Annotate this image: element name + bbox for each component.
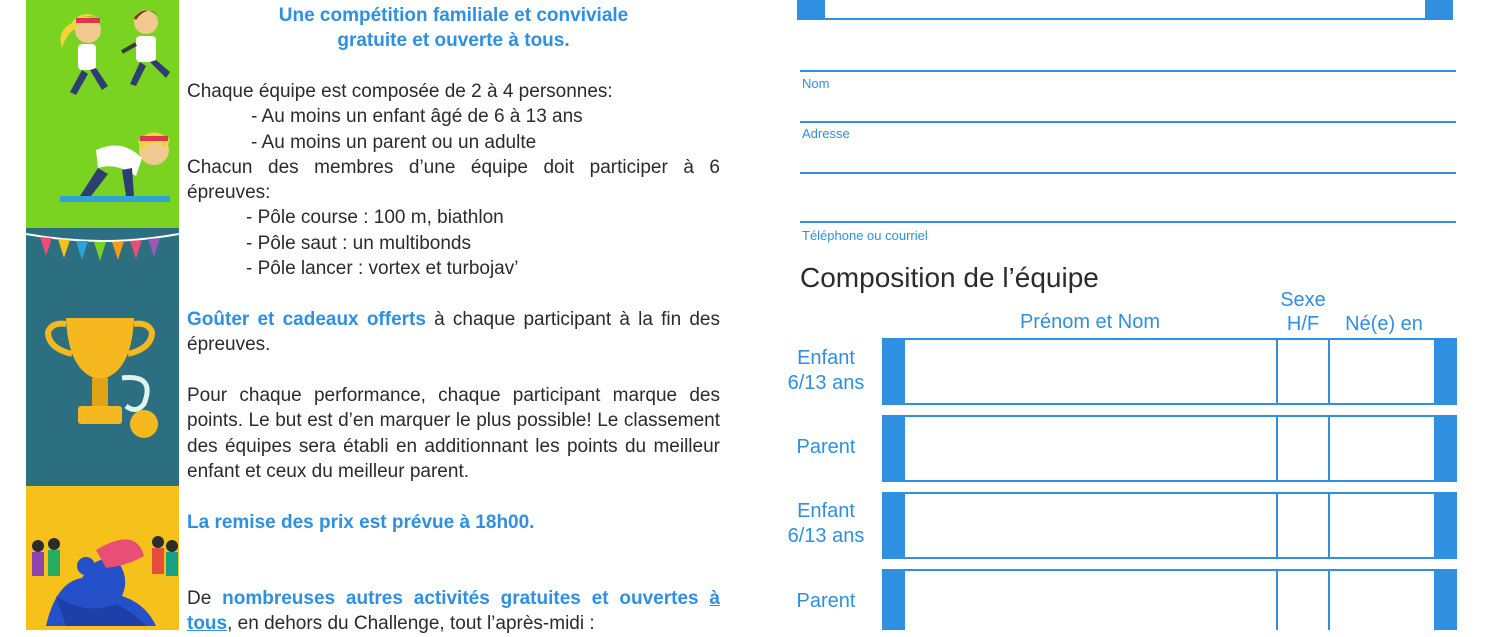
headline: [187, 3, 720, 54]
headline-line-2: gratuite et ouverte à tous.: [337, 30, 570, 52]
row-label-4-line-1: Parent: [796, 590, 856, 612]
dancers-illustration: [26, 486, 179, 630]
running-kids-illustration: [26, 0, 179, 228]
header-name: Prénom et Nom: [1019, 311, 1161, 333]
headline-line-1: Une compétition familiale et conviviale: [278, 5, 629, 26]
gifts-bold: Goûter et cadeaux offerts: [187, 309, 426, 330]
row-label-1: [780, 346, 872, 396]
header-sex-line-1: Sexe: [1280, 289, 1326, 311]
adresse-label: Adresse: [802, 126, 850, 141]
team-row-4[interactable]: [882, 569, 1457, 630]
green-illustration-panel: [26, 0, 179, 228]
row-label-3: [780, 499, 872, 549]
activities-bold-2: à tous: [187, 588, 720, 635]
team-row-1[interactable]: [882, 338, 1457, 405]
team-rules-block: [187, 79, 720, 281]
row-label-2: [780, 435, 872, 460]
gifts-rest: à chaque participant à la fin des épreuves.: [187, 309, 720, 356]
header-born: Né(e) en: [1345, 313, 1423, 335]
adresse-line[interactable]: [800, 121, 1456, 123]
team-rule-1: - Au moins un enfant âgé de 6 à 13 ans: [251, 106, 583, 128]
phone-label: Téléphone ou courriel: [802, 228, 928, 243]
row-label-3-line-1: Enfant: [797, 500, 855, 522]
yellow-illustration-panel: [26, 486, 179, 630]
activities-rest: , en dehors du Challenge, tout l’après-midi :: [227, 613, 595, 635]
event-3: - Pôle lancer : vortex et turbojav’: [246, 258, 519, 280]
team-rule-2: - Au moins un parent ou un adulte: [251, 131, 537, 153]
events-intro: Chacun des membres d’une équipe doit participer à 6 épreuves:: [187, 156, 720, 204]
event-1: - Pôle course : 100 m, biathlon: [246, 207, 504, 229]
nom-line[interactable]: [800, 70, 1456, 72]
event-2: - Pôle saut : un multibonds: [246, 232, 471, 254]
teal-illustration-panel: [26, 228, 179, 486]
row-label-4: [780, 589, 872, 614]
phone-line[interactable]: [800, 221, 1456, 223]
gifts-paragraph: [187, 307, 720, 358]
bunting-flags-illustration: [26, 234, 179, 261]
row-label-1-line-1: Enfant: [797, 347, 855, 369]
activities-paragraph: [187, 586, 720, 637]
team-row-2[interactable]: [882, 415, 1457, 482]
row-label-3-line-2: 6/13 ans: [787, 525, 865, 547]
scoring-paragraph: Pour chaque performance, chaque participant marque des points. Le but est d’en marquer le plus possible! Le classement des équipes sera établi en additionnant les points du meilleur enfant et ceux du meilleur parent.: [187, 385, 720, 482]
header-sex: [1272, 288, 1334, 336]
team-intro: Chaque équipe est composée de 2 à 4 personnes:: [187, 81, 613, 102]
activities-bold-1: nombreuses autres activités gratuites et ouvertes: [222, 588, 699, 609]
row-label-2-line-1: Parent: [796, 436, 856, 458]
row-label-1-line-2: 6/13 ans: [787, 372, 865, 394]
nom-label: Nom: [802, 76, 830, 91]
section-title: Composition de l’équipe: [800, 262, 1099, 293]
team-row-3[interactable]: [882, 492, 1457, 559]
trophy-medal-illustration: [26, 228, 179, 486]
activities-pre: De: [187, 588, 223, 609]
prize-text: La remise des prix est prévue à 18h00.: [187, 512, 535, 533]
top-input-box[interactable]: [797, 0, 1453, 20]
adresse-line-2[interactable]: [800, 172, 1456, 174]
header-sex-line-2: H/F: [1286, 313, 1320, 335]
